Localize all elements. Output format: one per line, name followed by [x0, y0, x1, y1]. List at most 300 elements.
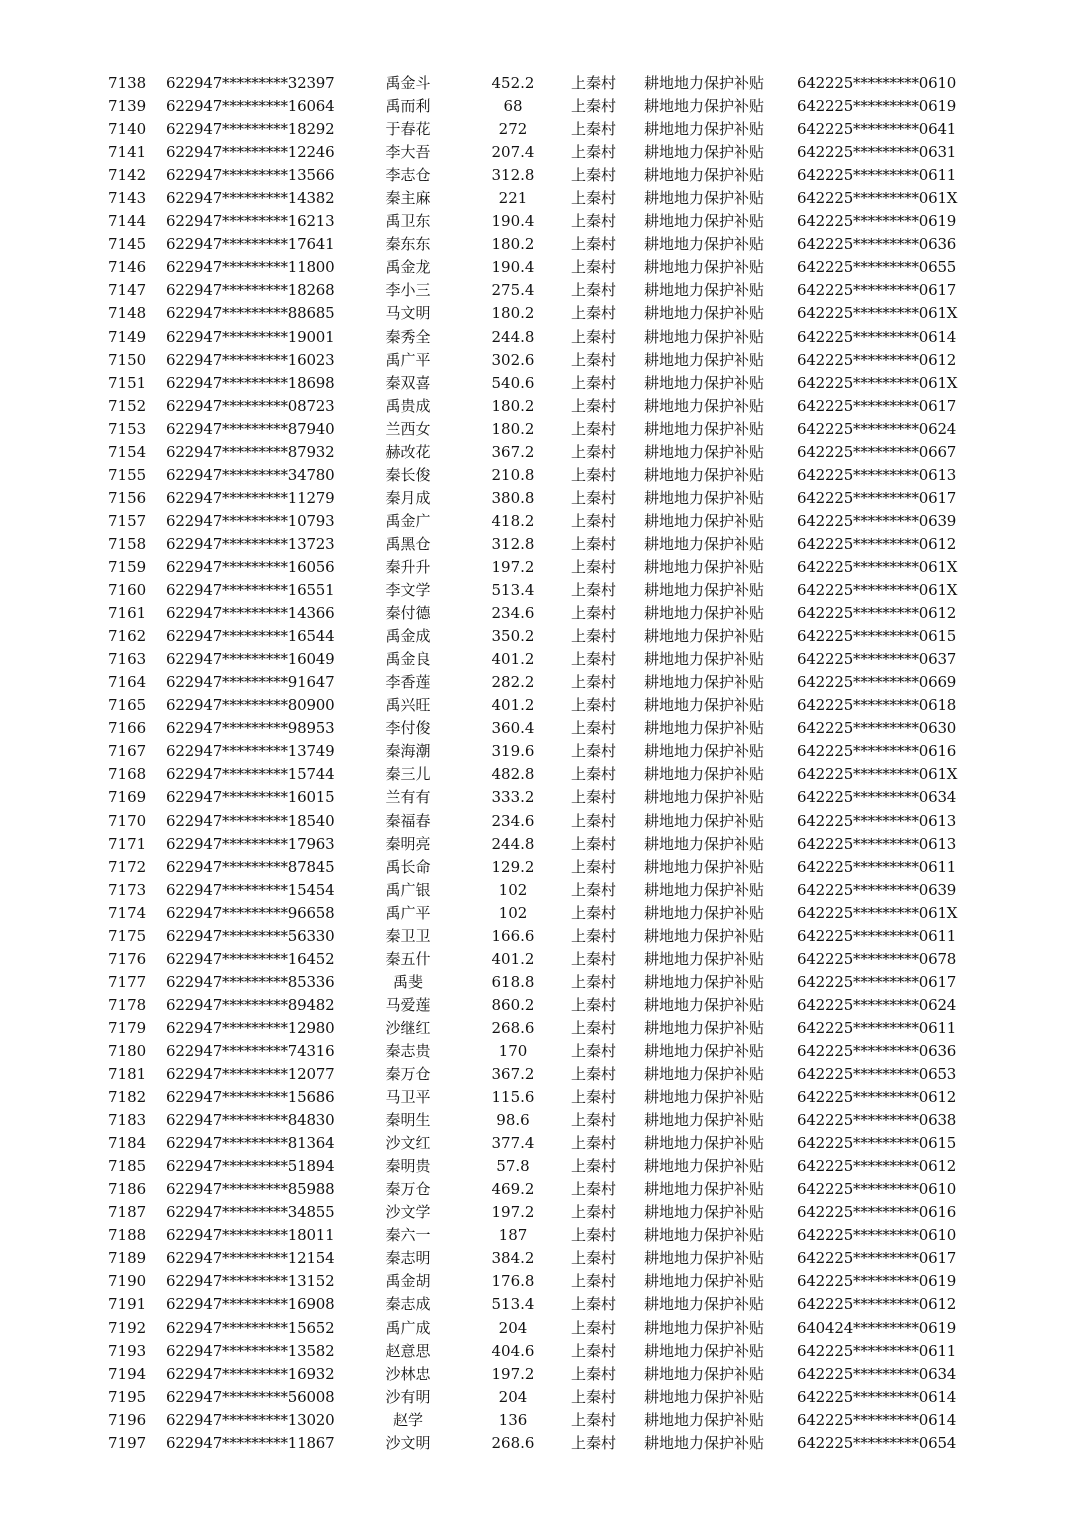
- subsidy-amount: 234.6: [491, 811, 535, 830]
- subsidy-type: 耕地地力保护补贴: [644, 1134, 765, 1153]
- row-number: 7175: [108, 926, 147, 945]
- village-name: 上秦村: [571, 811, 617, 830]
- account-number: 622947*********84830: [166, 1111, 335, 1130]
- row-number: 7193: [108, 1341, 147, 1360]
- table-row: [0, 763, 1074, 786]
- account-number: 622947*********89482: [166, 995, 335, 1014]
- subsidy-type: 耕地地力保护补贴: [644, 880, 765, 899]
- table-row: [0, 948, 1074, 971]
- subsidy-type: 耕地地力保护补贴: [644, 1249, 765, 1268]
- account-number: 622947*********15652: [166, 1318, 335, 1337]
- recipient-name: 沙林忠: [385, 1364, 431, 1383]
- subsidy-type: 耕地地力保护补贴: [644, 166, 765, 185]
- id-number: 642225*********0617: [797, 1249, 957, 1268]
- table-row: [0, 349, 1074, 372]
- id-number: 642225*********0641: [797, 120, 957, 139]
- table-row: [0, 1178, 1074, 1201]
- village-name: 上秦村: [571, 1433, 617, 1452]
- id-number: 642225*********0612: [797, 350, 957, 369]
- row-number: 7156: [108, 488, 147, 507]
- subsidy-amount: 540.6: [491, 373, 535, 392]
- account-number: 622947*********87845: [166, 857, 335, 876]
- village-name: 上秦村: [571, 581, 617, 600]
- subsidy-type: 耕地地力保护补贴: [644, 212, 765, 231]
- recipient-name: 禹卫东: [385, 212, 431, 231]
- recipient-name: 李志仓: [385, 166, 431, 185]
- subsidy-amount: 401.2: [491, 949, 535, 968]
- subsidy-amount: 197.2: [491, 557, 535, 576]
- recipient-name: 秦秀全: [385, 327, 431, 346]
- table-row: [0, 1432, 1074, 1455]
- recipient-name: 李文学: [385, 581, 431, 600]
- recipient-name: 秦志明: [385, 1249, 431, 1268]
- subsidy-amount: 469.2: [491, 1180, 535, 1199]
- row-number: 7187: [108, 1203, 147, 1222]
- row-number: 7158: [108, 534, 147, 553]
- subsidy-type: 耕地地力保护补贴: [644, 1272, 765, 1291]
- row-number: 7195: [108, 1387, 147, 1406]
- subsidy-amount: 860.2: [491, 995, 535, 1014]
- table-row: [0, 1247, 1074, 1270]
- recipient-name: 秦海潮: [385, 742, 431, 761]
- account-number: 622947*********96658: [166, 903, 335, 922]
- subsidy-amount: 513.4: [491, 1295, 535, 1314]
- account-number: 622947*********88685: [166, 304, 335, 323]
- table-row: [0, 210, 1074, 233]
- id-number: 642225*********0619: [797, 1272, 957, 1291]
- subsidy-amount: 244.8: [491, 327, 535, 346]
- recipient-name: 秦明生: [385, 1111, 431, 1130]
- subsidy-type: 耕地地力保护补贴: [644, 857, 765, 876]
- subsidy-type: 耕地地力保护补贴: [644, 765, 765, 784]
- subsidy-amount: 618.8: [491, 972, 535, 991]
- account-number: 622947*********18698: [166, 373, 335, 392]
- recipient-name: 赵意思: [385, 1341, 431, 1360]
- subsidy-amount: 418.2: [491, 511, 535, 530]
- table-row: [0, 625, 1074, 648]
- table-row: [0, 302, 1074, 325]
- recipient-name: 禹金成: [385, 627, 431, 646]
- subsidy-type: 耕地地力保护补贴: [644, 350, 765, 369]
- village-name: 上秦村: [571, 166, 617, 185]
- row-number: 7178: [108, 995, 147, 1014]
- account-number: 622947*********16213: [166, 212, 335, 231]
- table-row: [0, 256, 1074, 279]
- row-number: 7197: [108, 1433, 147, 1452]
- account-number: 622947*********56330: [166, 926, 335, 945]
- account-number: 622947*********18011: [166, 1226, 335, 1245]
- village-name: 上秦村: [571, 1341, 617, 1360]
- id-number: 642225*********061X: [797, 581, 958, 600]
- subsidy-amount: 452.2: [491, 74, 535, 92]
- subsidy-amount: 360.4: [491, 719, 535, 738]
- account-number: 622947*********13020: [166, 1410, 335, 1429]
- account-number: 622947*********16932: [166, 1364, 335, 1383]
- account-number: 622947*********32397: [166, 74, 335, 92]
- subsidy-amount: 98.6: [496, 1111, 530, 1130]
- recipient-name: 赵学: [392, 1410, 423, 1429]
- village-name: 上秦村: [571, 511, 617, 530]
- account-number: 622947*********08723: [166, 396, 335, 415]
- id-number: 642225*********0618: [797, 696, 957, 715]
- subsidy-amount: 166.6: [491, 926, 535, 945]
- table-row: [0, 1317, 1074, 1340]
- subsidy-type: 耕地地力保护补贴: [644, 396, 765, 415]
- row-number: 7192: [108, 1318, 147, 1337]
- row-number: 7151: [108, 373, 147, 392]
- village-name: 上秦村: [571, 1249, 617, 1268]
- subsidy-type: 耕地地力保护补贴: [644, 604, 765, 623]
- table-row: [0, 810, 1074, 833]
- subsidy-amount: 234.6: [491, 604, 535, 623]
- id-number: 642225*********0636: [797, 1041, 957, 1060]
- subsidy-amount: 350.2: [491, 627, 535, 646]
- row-number: 7165: [108, 696, 147, 715]
- village-name: 上秦村: [571, 1295, 617, 1314]
- village-name: 上秦村: [571, 926, 617, 945]
- account-number: 622947*********14382: [166, 189, 335, 208]
- recipient-name: 沙文明: [385, 1433, 431, 1452]
- subsidy-amount: 268.6: [491, 1018, 535, 1037]
- id-number: 642225*********0619: [797, 212, 957, 231]
- row-number: 7145: [108, 235, 147, 254]
- id-number: 642225*********061X: [797, 189, 958, 208]
- id-number: 642225*********0616: [797, 1203, 957, 1222]
- row-number: 7174: [108, 903, 147, 922]
- village-name: 上秦村: [571, 1364, 617, 1383]
- row-number: 7142: [108, 166, 147, 185]
- account-number: 622947*********15454: [166, 880, 335, 899]
- village-name: 上秦村: [571, 488, 617, 507]
- recipient-name: 禹金斗: [385, 74, 431, 92]
- id-number: 642225*********0612: [797, 1295, 957, 1314]
- id-number: 642225*********0615: [797, 627, 957, 646]
- subsidy-type: 耕地地力保护补贴: [644, 1410, 765, 1429]
- recipient-name: 禹斐: [392, 972, 423, 991]
- id-number: 642225*********0613: [797, 834, 957, 853]
- row-number: 7147: [108, 281, 147, 300]
- village-name: 上秦村: [571, 1065, 617, 1084]
- recipient-name: 李香莲: [385, 673, 431, 692]
- id-number: 642225*********0636: [797, 235, 957, 254]
- recipient-name: 沙文学: [385, 1203, 431, 1222]
- account-number: 622947*********16064: [166, 97, 335, 116]
- village-name: 上秦村: [571, 1272, 617, 1291]
- subsidy-type: 耕地地力保护补贴: [644, 74, 765, 92]
- subsidy-amount: 180.2: [491, 419, 535, 438]
- row-number: 7150: [108, 350, 147, 369]
- village-name: 上秦村: [571, 534, 617, 553]
- table-row: [0, 648, 1074, 671]
- account-number: 622947*********98953: [166, 719, 335, 738]
- village-name: 上秦村: [571, 719, 617, 738]
- subsidy-type: 耕地地力保护补贴: [644, 1088, 765, 1107]
- account-number: 622947*********11279: [166, 488, 335, 507]
- table-row: [0, 925, 1074, 948]
- account-number: 622947*********13566: [166, 166, 335, 185]
- table-row: [0, 971, 1074, 994]
- table-row: [0, 694, 1074, 717]
- village-name: 上秦村: [571, 327, 617, 346]
- table-row: [0, 72, 1074, 95]
- subsidy-amount: 367.2: [491, 1065, 535, 1084]
- recipient-name: 秦五什: [385, 949, 431, 968]
- subsidy-amount: 197.2: [491, 1364, 535, 1383]
- row-number: 7167: [108, 742, 147, 761]
- table-row: [0, 1017, 1074, 1040]
- table-row: [0, 487, 1074, 510]
- village-name: 上秦村: [571, 212, 617, 231]
- village-name: 上秦村: [571, 742, 617, 761]
- subsidy-amount: 482.8: [491, 765, 535, 784]
- village-name: 上秦村: [571, 189, 617, 208]
- table-row: [0, 1293, 1074, 1316]
- village-name: 上秦村: [571, 97, 617, 116]
- recipient-name: 兰有有: [385, 788, 431, 807]
- row-number: 7188: [108, 1226, 147, 1245]
- row-number: 7152: [108, 396, 147, 415]
- table-row: [0, 1270, 1074, 1293]
- id-number: 642225*********0614: [797, 1387, 957, 1406]
- row-number: 7194: [108, 1364, 147, 1383]
- row-number: 7190: [108, 1272, 147, 1291]
- subsidy-type: 耕地地力保护补贴: [644, 696, 765, 715]
- subsidy-amount: 57.8: [496, 1157, 530, 1176]
- account-number: 622947*********11867: [166, 1433, 335, 1452]
- subsidy-type: 耕地地力保护补贴: [644, 650, 765, 669]
- subsidy-type: 耕地地力保护补贴: [644, 834, 765, 853]
- subsidy-type: 耕地地力保护补贴: [644, 1180, 765, 1199]
- subsidy-type: 耕地地力保护补贴: [644, 1295, 765, 1314]
- recipient-name: 沙继红: [385, 1018, 431, 1037]
- subsidy-type: 耕地地力保护补贴: [644, 143, 765, 162]
- subsidy-type: 耕地地力保护补贴: [644, 1018, 765, 1037]
- account-number: 622947*********12246: [166, 143, 335, 162]
- village-name: 上秦村: [571, 419, 617, 438]
- id-number: 642225*********0611: [797, 1018, 957, 1037]
- table-row: [0, 372, 1074, 395]
- subsidy-type: 耕地地力保护补贴: [644, 995, 765, 1014]
- recipient-name: 秦万仓: [385, 1180, 431, 1199]
- account-number: 622947*********85336: [166, 972, 335, 991]
- table-row: [0, 602, 1074, 625]
- village-name: 上秦村: [571, 995, 617, 1014]
- row-number: 7140: [108, 120, 147, 139]
- account-number: 622947*********13582: [166, 1341, 335, 1360]
- id-number: 642225*********0613: [797, 811, 957, 830]
- subsidy-type: 耕地地力保护补贴: [644, 1203, 765, 1222]
- recipient-name: 秦志贵: [385, 1041, 431, 1060]
- recipient-name: 赫改花: [385, 442, 431, 461]
- village-name: 上秦村: [571, 1318, 617, 1337]
- recipient-name: 马爱莲: [385, 995, 431, 1014]
- village-name: 上秦村: [571, 788, 617, 807]
- village-name: 上秦村: [571, 1134, 617, 1153]
- recipient-name: 秦升升: [385, 557, 431, 576]
- row-number: 7157: [108, 511, 147, 530]
- row-number: 7168: [108, 765, 147, 784]
- village-name: 上秦村: [571, 880, 617, 899]
- table-row: [0, 1386, 1074, 1409]
- row-number: 7141: [108, 143, 147, 162]
- id-number: 642225*********0669: [797, 673, 957, 692]
- recipient-name: 李付俊: [385, 719, 431, 738]
- account-number: 622947*********19001: [166, 327, 335, 346]
- village-name: 上秦村: [571, 1088, 617, 1107]
- table-row: [0, 395, 1074, 418]
- account-number: 622947*********16452: [166, 949, 335, 968]
- row-number: 7162: [108, 627, 147, 646]
- subsidy-type: 耕地地力保护补贴: [644, 511, 765, 530]
- row-number: 7143: [108, 189, 147, 208]
- id-number: 642225*********0615: [797, 1134, 957, 1153]
- recipient-name: 李大吾: [385, 143, 431, 162]
- table-row: [0, 902, 1074, 925]
- table-row: [0, 1340, 1074, 1363]
- subsidy-type: 耕地地力保护补贴: [644, 304, 765, 323]
- recipient-name: 兰西女: [385, 419, 431, 438]
- table-row: [0, 510, 1074, 533]
- recipient-name: 禹广平: [385, 903, 431, 922]
- subsidy-amount: 384.2: [491, 1249, 535, 1268]
- id-number: 642225*********0610: [797, 74, 957, 92]
- subsidy-amount: 210.8: [491, 465, 535, 484]
- subsidy-amount: 190.4: [491, 258, 535, 277]
- subsidy-type: 耕地地力保护补贴: [644, 742, 765, 761]
- id-number: 642225*********0634: [797, 1364, 957, 1383]
- id-number: 642225*********0612: [797, 534, 957, 553]
- subsidy-type: 耕地地力保护补贴: [644, 97, 765, 116]
- recipient-name: 禹兴旺: [385, 696, 431, 715]
- id-number: 642225*********0617: [797, 488, 957, 507]
- row-number: 7170: [108, 811, 147, 830]
- subsidy-amount: 180.2: [491, 304, 535, 323]
- subsidy-type: 耕地地力保护补贴: [644, 972, 765, 991]
- subsidy-amount: 190.4: [491, 212, 535, 231]
- village-name: 上秦村: [571, 834, 617, 853]
- account-number: 622947*********80900: [166, 696, 335, 715]
- recipient-name: 秦福春: [385, 811, 431, 830]
- id-number: 642225*********061X: [797, 304, 958, 323]
- id-number: 642225*********0614: [797, 327, 957, 346]
- id-number: 642225*********0639: [797, 880, 957, 899]
- id-number: 642225*********0616: [797, 742, 957, 761]
- subsidy-amount: 176.8: [491, 1272, 535, 1291]
- recipient-name: 禹广银: [385, 880, 431, 899]
- account-number: 622947*********16049: [166, 650, 335, 669]
- account-number: 622947*********87932: [166, 442, 335, 461]
- account-number: 622947*********85988: [166, 1180, 335, 1199]
- village-name: 上秦村: [571, 1018, 617, 1037]
- subsidy-type: 耕地地力保护补贴: [644, 120, 765, 139]
- table-row: [0, 1201, 1074, 1224]
- village-name: 上秦村: [571, 396, 617, 415]
- row-number: 7196: [108, 1410, 147, 1429]
- row-number: 7182: [108, 1088, 147, 1107]
- table-row: [0, 187, 1074, 210]
- village-name: 上秦村: [571, 235, 617, 254]
- account-number: 622947*********81364: [166, 1134, 335, 1153]
- recipient-name: 禹广成: [385, 1318, 431, 1337]
- row-number: 7155: [108, 465, 147, 484]
- row-number: 7161: [108, 604, 147, 623]
- table-row: [0, 164, 1074, 187]
- account-number: 622947*********14366: [166, 604, 335, 623]
- row-number: 7160: [108, 581, 147, 600]
- account-number: 622947*********16908: [166, 1295, 335, 1314]
- village-name: 上秦村: [571, 373, 617, 392]
- recipient-name: 秦卫卫: [385, 926, 431, 945]
- subsidy-amount: 367.2: [491, 442, 535, 461]
- subsidy-type: 耕地地力保护补贴: [644, 488, 765, 507]
- table-row: [0, 556, 1074, 579]
- id-number: 640424*********0619: [797, 1318, 957, 1337]
- recipient-name: 秦六一: [385, 1226, 431, 1245]
- recipient-name: 李小三: [385, 281, 431, 300]
- subsidy-amount: 221: [498, 189, 528, 208]
- row-number: 7163: [108, 650, 147, 669]
- account-number: 622947*********15744: [166, 765, 335, 784]
- table-row: [0, 326, 1074, 349]
- recipient-name: 秦东东: [385, 235, 431, 254]
- subsidy-type: 耕地地力保护补贴: [644, 926, 765, 945]
- recipient-name: 秦志成: [385, 1295, 431, 1314]
- village-name: 上秦村: [571, 972, 617, 991]
- table-row: [0, 1155, 1074, 1178]
- account-number: 622947*********10793: [166, 511, 335, 530]
- account-number: 622947*********12980: [166, 1018, 335, 1037]
- account-number: 622947*********16023: [166, 350, 335, 369]
- row-number: 7171: [108, 834, 147, 853]
- subsidy-type: 耕地地力保护补贴: [644, 1041, 765, 1060]
- account-number: 622947*********16056: [166, 557, 335, 576]
- subsidy-type: 耕地地力保护补贴: [644, 281, 765, 300]
- subsidy-amount: 282.2: [491, 673, 535, 692]
- recipient-name: 禹黑仓: [385, 534, 431, 553]
- subsidy-amount: 401.2: [491, 650, 535, 669]
- recipient-name: 禹金良: [385, 650, 431, 669]
- id-number: 642225*********0612: [797, 1088, 957, 1107]
- subsidy-amount: 312.8: [491, 534, 535, 553]
- subsidy-type: 耕地地力保护补贴: [644, 419, 765, 438]
- village-name: 上秦村: [571, 604, 617, 623]
- subsidy-type: 耕地地力保护补贴: [644, 557, 765, 576]
- recipient-name: 沙文红: [385, 1134, 431, 1153]
- row-number: 7173: [108, 880, 147, 899]
- table-row: [0, 141, 1074, 164]
- subsidy-type: 耕地地力保护补贴: [644, 1387, 765, 1406]
- village-name: 上秦村: [571, 281, 617, 300]
- subsidy-amount: 401.2: [491, 696, 535, 715]
- table-row: [0, 1063, 1074, 1086]
- row-number: 7159: [108, 557, 147, 576]
- subsidy-type: 耕地地力保护补贴: [644, 258, 765, 277]
- subsidy-amount: 404.6: [491, 1341, 535, 1360]
- account-number: 622947*********15686: [166, 1088, 335, 1107]
- subsidy-amount: 170: [498, 1041, 528, 1060]
- subsidy-amount: 102: [498, 903, 528, 922]
- village-name: 上秦村: [571, 1111, 617, 1130]
- account-number: 622947*********87940: [166, 419, 335, 438]
- id-number: 642225*********0610: [797, 1180, 957, 1199]
- village-name: 上秦村: [571, 120, 617, 139]
- row-number: 7185: [108, 1157, 147, 1176]
- recipient-name: 禹长命: [385, 857, 431, 876]
- id-number: 642225*********0637: [797, 650, 957, 669]
- table-row: [0, 1409, 1074, 1432]
- id-number: 642225*********0617: [797, 972, 957, 991]
- subsidy-type: 耕地地力保护补贴: [644, 327, 765, 346]
